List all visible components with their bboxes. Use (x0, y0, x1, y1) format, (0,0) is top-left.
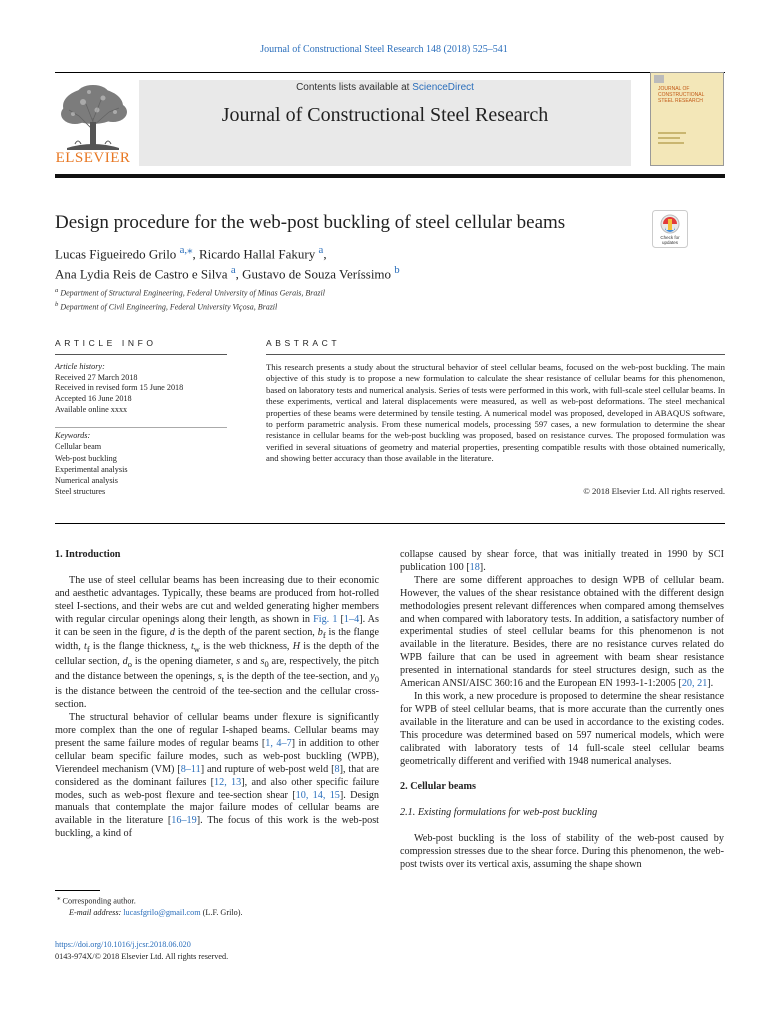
text-run: ]. Design manuals that contemplate the major failure modes of cellular beams are available in the literature [ (55, 789, 380, 827)
author-separator: , (323, 246, 327, 262)
keyword-item: Web-post buckling (55, 453, 117, 463)
math-subscript: 0 (264, 659, 269, 670)
math-symbol: y (370, 671, 375, 683)
citation-link[interactable]: 1, 4–7 (265, 737, 292, 749)
left-column (55, 549, 379, 841)
doi-block (55, 939, 379, 962)
text-run: is the opening diameter, (132, 656, 237, 668)
math-symbol: t (83, 641, 87, 653)
text-run: ]. (707, 678, 714, 690)
text-run: is the distance between the centroid of the tee-section and the cellular cross-section. (55, 686, 379, 711)
right-column (400, 549, 724, 872)
footnote-corresponding (55, 893, 379, 907)
affiliation-item (55, 299, 615, 313)
journal-cover-thumbnail[interactable] (650, 72, 724, 166)
citation-link[interactable]: 8 (334, 763, 340, 775)
math-subscript: t (221, 674, 225, 685)
text-run: is the depth of the parent section, (175, 626, 318, 638)
sciencedirect-link[interactable]: ScienceDirect (412, 82, 474, 93)
email-suffix: (L.F. Grilo). (200, 908, 243, 918)
abstract-rule (266, 354, 725, 355)
email-link[interactable]: lucasfgrilo@gmail.com (123, 908, 201, 918)
author-line-1 (55, 242, 615, 262)
masthead-top-rule (55, 72, 725, 73)
article-info-rule (55, 354, 227, 355)
crossmark-label-line2: updates (661, 240, 679, 245)
affiliation-mark: b (55, 300, 59, 308)
text-run: ]. (479, 561, 486, 573)
abstract-text: This research presents a study about the structural behavior of steel cellular beams, focused on the web-post buckling. The main objective of this study is to propose a new formulation to calculate the shear resistance of cellular beams for this phenomenon, based on laboratory tests and numerical analysis. Series of tests were performed in this work, with full-scale steel cellular beams. In these experiments, vertical and lateral displacements were measured, as well as web-post deformations. The steel mechanical properties of these beams were determined by tensile testing. A numerical model was proposed, developed in ABAQUS software, to perform parametric analysis. From these numerical models, processing 597 cases, a new formulation to determine the shear resistance in cellular beams for the web-post buckling was proposed, based on resistance curves. The proposed formulation was verified in several situations of geometry and material properties, presenting compatible results with those obtained numerically, and showing better accuracy than those available in the literature. (266, 362, 725, 464)
footnote-mark: ⁎ (57, 895, 61, 902)
body-top-rule (55, 523, 725, 524)
author-affil-mark[interactable]: b (394, 264, 400, 277)
paragraph (400, 549, 724, 575)
contents-available-line (139, 82, 631, 93)
abstract-heading: ABSTRACT (266, 338, 341, 348)
keywords-rule (55, 427, 227, 428)
journal-title[interactable]: Journal of Constructional Steel Research (221, 104, 549, 126)
footnote-rule (55, 890, 100, 891)
text-run: is the flange thickness, (89, 641, 191, 653)
article-history (55, 362, 227, 416)
author-name[interactable]: Lucas Figueiredo Grilo (55, 246, 180, 262)
article-title: Design procedure for the web-post buckling of steel cellular beams (55, 212, 566, 233)
math-subscript: w (193, 644, 200, 655)
text-run: ]. The focus of this work is the web-post buckling, a kind of (55, 815, 379, 840)
affiliation-mark: a (55, 287, 59, 294)
cover-title-line1: JOURNAL OF (658, 86, 690, 92)
author-list (55, 242, 615, 283)
contents-prefix: Contents lists available at (296, 82, 413, 93)
author-name[interactable]: Gustavo de Souza Veríssimo (242, 266, 395, 282)
author-affil-mark[interactable]: a (230, 264, 236, 277)
history-item: Received 27 March 2018 (55, 372, 138, 382)
journal-citation-link[interactable]: Journal of Constructional Steel Research 148 (2018) 525–541 (260, 44, 508, 55)
history-item: Received in revised form 15 June 2018 (55, 383, 184, 393)
subsection-heading-existing-formulations: 2.1. Existing formulations for web-post buckling (400, 807, 598, 819)
affiliation-text: Department of Structural Engineering, Federal University of Minas Gerais, Brazil (58, 288, 325, 298)
text-run: are, respectively, the pitch and the distance between the openings, (55, 656, 380, 683)
citation-link[interactable]: 16–19 (171, 815, 197, 827)
keyword-item: Steel structures (55, 487, 106, 497)
text-run: is the depth of the tee-section, and (224, 671, 371, 683)
math-subscript: f (86, 644, 90, 655)
keyword-item: Numerical analysis (55, 476, 118, 486)
affiliation-text: Department of Civil Engineering, Federal University Viçosa, Brazil (58, 302, 278, 312)
article-info-heading: ARTICLE INFO (55, 338, 157, 348)
citation-link[interactable]: 8–11 (180, 763, 201, 775)
text-run: The structural behavior of cellular beams under flexure is significantly more complex than the one of regular I-shaped beams. Cellular beams may present the same failure modes of regular beams [ (55, 712, 379, 749)
math-symbol: s (260, 656, 265, 668)
math-symbol: b (317, 626, 323, 638)
citation-link[interactable]: 12, 13 (214, 776, 242, 788)
keywords-block (55, 430, 227, 498)
text-run: is the depth of the cellular section, (55, 641, 379, 668)
paragraph: Web-post buckling is the loss of stability of the web-post caused by compression stresses due to the shear force. During this phenomenon, the web-post twists over its vertical axis, assuming the shape shown (400, 833, 724, 871)
keyword-item: Cellular beam (55, 442, 102, 452)
crossmark-label-line1: Check for (660, 235, 680, 240)
text-run: [ (337, 613, 344, 625)
text-run: collapse caused by shear force, that was initially treated in 1990 by SCI publication 100 [ (400, 549, 724, 573)
math-subscript: 0 (374, 674, 379, 685)
section-heading-introduction: 1. Introduction (55, 549, 121, 560)
author-separator: , (192, 246, 199, 262)
check-for-updates-badge[interactable] (652, 210, 688, 248)
keywords-label: Keywords: (55, 431, 91, 440)
math-symbol: s (236, 656, 241, 668)
history-label: Article history: (55, 362, 105, 371)
citation-link[interactable]: 1–4 (343, 613, 360, 625)
section-heading-cellular-beams: 2. Cellular beams (400, 781, 476, 793)
footnote (55, 893, 379, 919)
crossmark-icon (652, 210, 688, 248)
footnote-text: Corresponding author. (62, 896, 136, 906)
math-symbol: d (169, 626, 176, 638)
author-name[interactable]: Ricardo Hallal Fakury (199, 246, 319, 262)
text-run: There are some different approaches to design WPB of cellular beam. However, the values of the shear resistance obtained with the different design methodologies present relevant differences when compared among themselves and when compared with laboratory tests. In addition, a satisfactory number of experimental studies of steel cellular beams for this phenomenon is not available in the literature. Besides, there are no resistance curves related do WPB failure that can be used in agreement with beam shear resistance presented in international standards for steel structures design, such as the American ANSI/AISC 360:16 and the European EN 1993-1-1:2005 [ (400, 574, 724, 690)
affiliation-item (55, 285, 615, 299)
text-run: and (240, 656, 261, 668)
abstract-copyright: © 2018 Elsevier Ltd. All rights reserved. (583, 486, 725, 496)
author-name[interactable]: Ana Lydia Reis de Castro e Silva (55, 266, 231, 282)
cover-title-line2: CONSTRUCTIONAL (658, 92, 705, 98)
masthead-bottom-rule (55, 174, 725, 178)
author-affil-mark[interactable]: a (318, 244, 324, 256)
text-run: ] in addition to other cellular beam specific failure modes, such as web-post buckling (WPB), Vierendeel mechanism (VM) [ (55, 737, 380, 775)
text-run: ], that are considered as the dominant failures [ (55, 763, 379, 788)
elsevier-wordmark: ELSEVIER (55, 150, 131, 166)
email-label: E-mail address: (69, 908, 124, 918)
footnote-email (55, 907, 379, 919)
author-affil-mark[interactable]: a,⁎ (179, 244, 193, 256)
text-run: ] and rupture of web-post weld [ (200, 763, 335, 775)
math-symbol: s (217, 671, 222, 683)
keyword-item: Experimental analysis (55, 464, 128, 474)
journal-cover-icon (650, 72, 724, 166)
issn-line: 0143-974X/© 2018 Elsevier Ltd. All rights reserved. (55, 951, 229, 961)
citation-link[interactable]: 10, 14, 15 (295, 789, 340, 801)
paragraph (55, 712, 379, 841)
affiliations (55, 285, 615, 312)
math-symbol: t (190, 641, 194, 653)
cover-title-line3: STEEL RESEARCH (658, 98, 703, 104)
history-item: Available online xxxx (55, 404, 128, 414)
paragraph (400, 575, 724, 691)
text-run: ]. As it can be seen in the figure, (55, 613, 379, 638)
math-subscript: f (322, 629, 326, 640)
citation-link[interactable]: Fig. 1 (313, 613, 338, 625)
math-subscript: o (127, 659, 132, 670)
citation-link[interactable]: 20, 21 (681, 678, 708, 690)
math-symbol: d (122, 656, 128, 668)
paragraph: In this work, a new procedure is proposed to determine the shear resistance for WPB of steel cellular beams, that is more accurate than the currently ones available in the literature and can be used in accordance to the existing codes. This procedure was determined based on 597 numerical models, which were calibrated with laboratory tests of 14 full-scale steel cellular beams geometrically different and verified with 1948 numerical analyses. (400, 690, 724, 767)
paragraph (55, 575, 379, 712)
history-item: Accepted 16 June 2018 (55, 394, 132, 404)
citation-link[interactable]: 18 (469, 561, 480, 573)
text-run: ], and also other specific failure modes, such as web-post flexure and tee-section shear [ (55, 776, 379, 801)
author-separator: , (235, 266, 243, 282)
author-line-2 (55, 262, 615, 282)
text-run: is the web thickness, (199, 641, 293, 653)
math-symbol: H (292, 641, 301, 653)
text-run: The use of steel cellular beams has been increasing due to their economic and aesthetic advantages. Typically, these beams are produced from hot-rolled steel I-sections, and their webs are cut and welded generating higher members with regular circular openings along their length, as shown in (55, 574, 379, 625)
doi-link[interactable]: https://doi.org/10.1016/j.jcsr.2018.06.020 (55, 940, 191, 949)
text-run: is the flange width, (55, 626, 379, 653)
